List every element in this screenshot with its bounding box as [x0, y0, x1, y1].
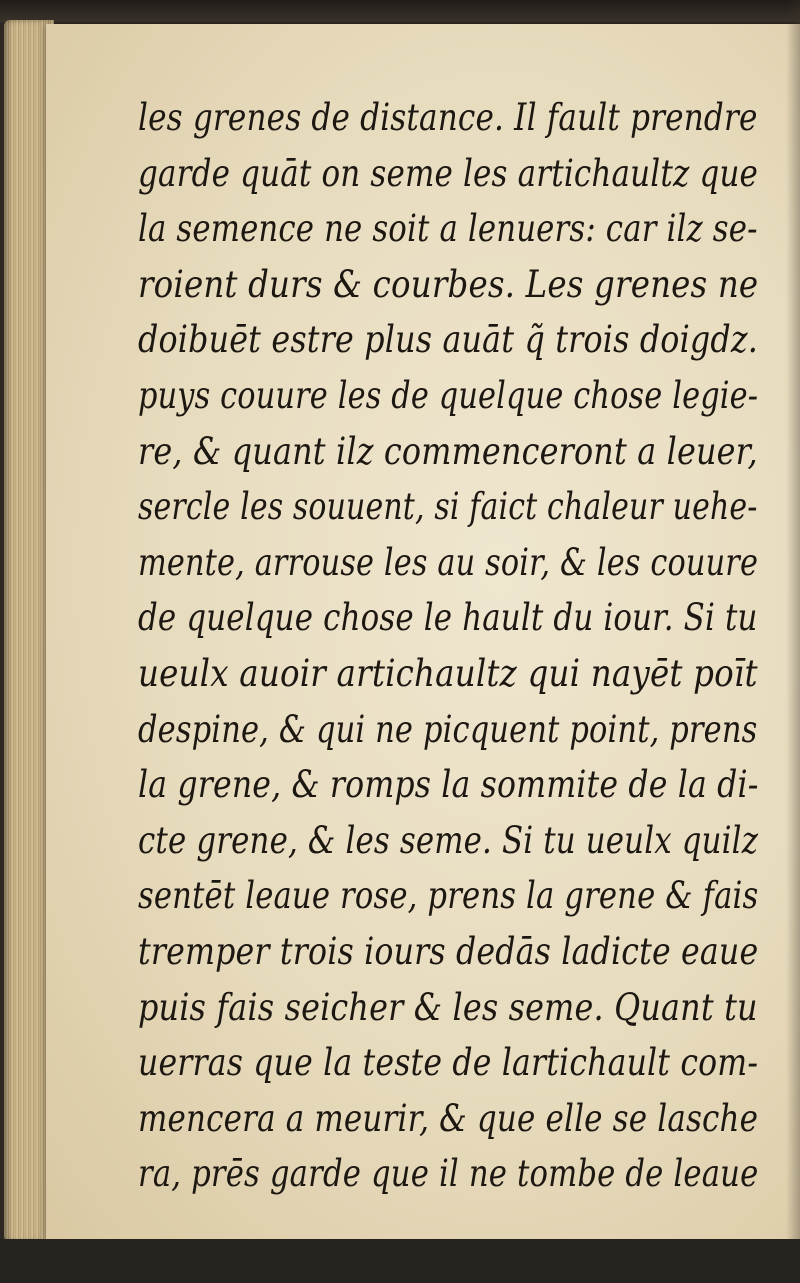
text-line: re, & quant ilz commenceront a leuer,: [138, 429, 758, 473]
text-line: de quelque chose le hault du iour. Si tu: [138, 596, 758, 640]
text-line: sentēt leaue rose, prens la grene & fais: [138, 874, 759, 918]
text-line: ra, prēs garde que il ne tombe de leaue: [138, 1152, 759, 1196]
text-line: uerras que la teste de lartichault com-: [138, 1041, 759, 1085]
text-line: la semence ne soit a lenuers: car ilz se-: [138, 207, 758, 251]
page-gutter-shadow: [786, 0, 800, 1283]
text-line: mente, arrouse les au soir, & les couure: [138, 540, 759, 584]
scan-bottom-border: [0, 1239, 800, 1283]
text-line: la grene, & romps la sommite de la di-: [138, 763, 759, 807]
text-line: despine, & qui ne picquent point, prens: [138, 707, 758, 751]
text-line: puis fais seicher & les seme. Quant tu: [138, 985, 758, 1029]
scan-top-border: [0, 0, 800, 22]
text-line: roient durs & courbes. Les grenes ne: [138, 262, 759, 306]
text-line: les grenes de distance. Il fault prendre: [138, 96, 758, 139]
text-line: cte grene, & les seme. Si tu ueulx quilz: [138, 818, 759, 862]
text-line: ueulx auoir artichaultz qui nayēt poīt: [138, 651, 758, 695]
text-line: sercle les souuent, si faict chaleur uehe-: [138, 485, 758, 529]
text-line: mencera a meurir, & que elle se lasche: [138, 1096, 759, 1140]
text-line: doibuēt estre plus auāt q̃ trois doigdz.: [138, 318, 759, 362]
text-line: tremper trois iours dedās ladicte eaue: [138, 929, 759, 973]
text-line: garde quāt on seme les artichaultz que: [138, 151, 759, 195]
text-line: puys couure les de quelque chose legie-: [138, 373, 759, 417]
page-text: [138, 90, 758, 1202]
